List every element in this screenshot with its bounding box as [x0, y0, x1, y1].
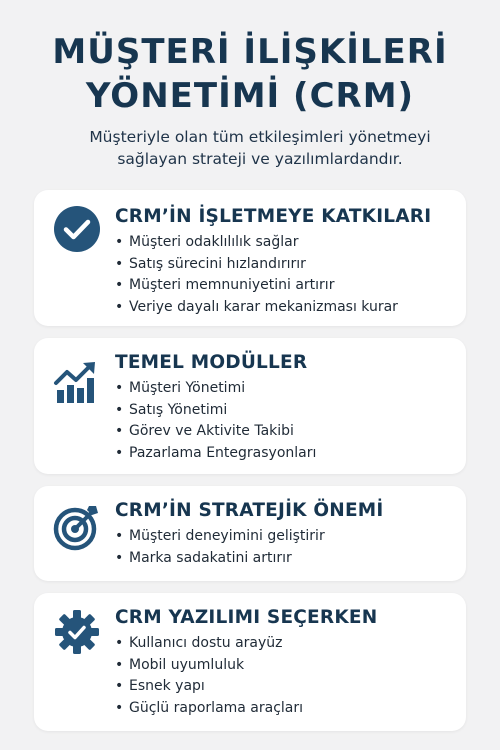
list-item-text: Müşteri odaklılılık sağlar [129, 234, 299, 250]
gear-check-icon [52, 607, 102, 657]
list-item [115, 633, 303, 655]
list-item-text: Müşteri deneyimini geliştirir [129, 528, 325, 544]
list-item [115, 421, 316, 443]
bullet-list [115, 526, 325, 569]
list-item [115, 526, 325, 548]
bullet-icon: • [115, 255, 124, 272]
list-item-text: Marka sadakatini artırır [129, 549, 292, 566]
bullet-list [115, 232, 398, 318]
list-item [115, 443, 316, 465]
list-item [115, 655, 303, 677]
list-item-text: Satış sürecini hızlandırırır [129, 255, 306, 272]
title-line-2: YÖNETİMİ (CRM) [85, 76, 415, 116]
bullet-list [115, 633, 303, 719]
bullet-icon: • [115, 423, 124, 439]
card-title: CRM’İN STRATEJİK ÖNEMİ [115, 500, 384, 521]
bullet-icon: • [115, 444, 124, 461]
bullet-icon: • [115, 380, 124, 396]
bullet-icon: • [115, 277, 124, 293]
card-title: TEMEL MODÜLLER [115, 352, 308, 373]
list-item [115, 297, 398, 319]
growth-chart-icon [52, 358, 102, 408]
bullet-icon: • [115, 298, 124, 315]
bullet-icon: • [115, 401, 124, 418]
card-title: CRM YAZILIMI SEÇERKEN [115, 607, 378, 628]
bullet-icon: • [115, 656, 124, 673]
list-item [115, 254, 398, 276]
list-item-text: Esnek yapı [129, 678, 205, 694]
list-item-text: Görev ve Aktivite Takibi [129, 423, 294, 439]
card-choosing-software [34, 593, 466, 731]
subtitle-line-2: sağlayan strateji ve yazılımlardandır. [117, 150, 403, 168]
list-item [115, 548, 325, 570]
list-item-text: Müşteri memnuniyetini artırır [129, 277, 335, 293]
card-core-modules [34, 338, 466, 474]
subtitle-line-1: Müşteriyle olan tüm etkileşimleri yönetmeyi [89, 128, 431, 146]
card-title: CRM’İN İŞLETMEYE KATKILARI [115, 206, 432, 227]
bullet-icon: • [115, 549, 124, 566]
list-item [115, 378, 316, 400]
list-item-text: Mobil uyumluluk [129, 656, 245, 673]
card-contributions [34, 190, 466, 326]
list-item-text: Veriye dayalı karar mekanizması kurar [129, 298, 398, 315]
bullet-icon: • [115, 234, 124, 250]
list-item-text: Müşteri Yönetimi [129, 380, 246, 396]
bullet-list [115, 378, 316, 464]
bullet-icon: • [115, 528, 124, 544]
list-item [115, 698, 303, 720]
list-item [115, 275, 398, 297]
list-item [115, 400, 316, 422]
target-icon [52, 502, 102, 552]
checkmark-circle-icon [52, 204, 102, 254]
bullet-icon: • [115, 678, 124, 694]
page-title [0, 30, 500, 118]
list-item [115, 232, 398, 254]
list-item-text: Güçlü raporlama araçları [129, 699, 304, 716]
title-line-1: MÜŞTERİ İLİŞKİLERİ [52, 32, 448, 72]
list-item-text: Pazarlama Entegrasyonları [129, 444, 317, 461]
card-strategic-importance [34, 486, 466, 581]
list-item-text: Satış Yönetimi [129, 401, 228, 418]
list-item-text: Kullanıcı dostu arayüz [129, 635, 283, 651]
list-item [115, 676, 303, 698]
bullet-icon: • [115, 699, 124, 716]
bullet-icon: • [115, 635, 124, 651]
page-subtitle [60, 126, 460, 170]
